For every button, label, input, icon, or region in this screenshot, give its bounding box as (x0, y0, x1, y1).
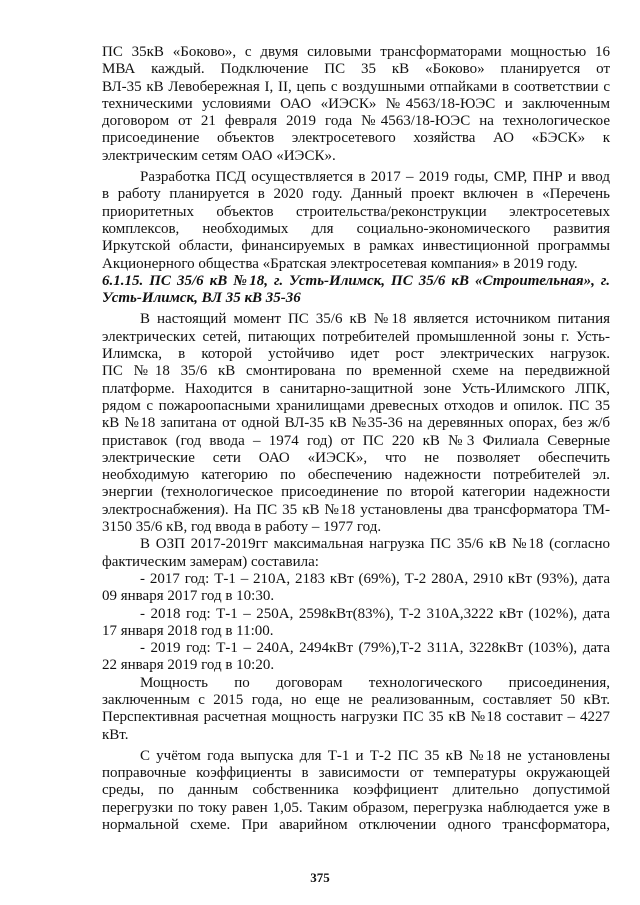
text-line: электрическим сетям ОАО «ИЭСК». (102, 147, 336, 164)
paragraph (102, 675, 610, 744)
text-line: техническими условиями ОАО «ИЭСК» №4563/18-ЮЭС и заключенным (102, 95, 610, 112)
text-line: в работу планируется в 2020 году. Данный проект включен в «Перечень (102, 186, 610, 203)
text-line: - 2017 год: Т-1 – 210А, 2183 кВт (69%), Т-2 280А, 2910 кВт (93%), дата (140, 570, 610, 587)
text-line: Илимска, в которой устойчиво идет рост электрических нагрузок. (102, 346, 610, 363)
text-line: фактическим замерам) составила: (102, 553, 319, 570)
text-line: Иркутской области, финансируемых в рамках инвестиционной программы (102, 238, 610, 255)
text-line: 22 января 2019 год в 10:20. (102, 657, 275, 674)
text-line: перегрузки по току равен 1,05. Таким образом, перегрузка наблюдается уже в (102, 799, 610, 816)
list-item (102, 606, 610, 641)
text-line: среды, по данным собственника коэффициент длительно допустимой (102, 782, 610, 799)
text-line: 09 января 2017 год в 10:30. (102, 588, 275, 605)
text-line: заключенным с 2015 года, но еще не реализованным, составляет 50 кВт. (102, 691, 610, 708)
text-line: комплексов, необходимых для социально-экономического развития (102, 220, 610, 237)
text-line: электрических сетей, питающих потребителей промышленной зоны г. Усть- (102, 328, 610, 345)
text-line: Акционерного общества «Братская электросетевая компания» в 2019 году. (102, 255, 578, 272)
text-line: необходимую категорию по обеспечению надежности потребителей эл. (102, 467, 610, 484)
text-line: ПС 35кВ «Боково», с двумя силовыми трансформаторами мощностью 16 (102, 44, 610, 60)
heading-line: Усть-Илимск, ВЛ 35 кВ 35-36 (102, 290, 301, 307)
list-item (102, 571, 610, 606)
text-line: рядом с пожароопасными хранилищами древесных отходов и опилок. ПС 35 (102, 397, 610, 414)
text-line: С учётом года выпуска для Т-1 и Т-2 ПС 35 кВ №18 не установлены (140, 747, 610, 764)
text-line: электрические сети ОАО «ИЭСК», что не позволяет обеспечить (102, 449, 610, 466)
text-line: договором от 21 февраля 2019 года №4563/18-ЮЭС на технологическое (102, 113, 610, 130)
text-line: МВА каждый. Подключение ПС 35 кВ «Боково» планируется от (102, 61, 610, 78)
paragraph (102, 169, 610, 273)
text-line: энергии (технологическое присоединение по второй категории надежности (102, 484, 610, 501)
heading-line: 6.1.15. ПС 35/6 кВ №18, г. Усть-Илимск, ПС 35/6 кВ «Строительная», г. (102, 272, 610, 289)
text-line: 17 января 2018 год в 11:00. (102, 622, 274, 639)
paragraph (102, 44, 610, 165)
text-line: В настоящий момент ПС 35/6 кВ №18 является источником питания (140, 311, 610, 328)
paragraph (102, 536, 610, 571)
text-line: Перспективная расчетная мощность нагрузки ПС 35 кВ №18 составит – 4227 (102, 709, 610, 726)
list-item (102, 640, 610, 675)
section-heading (102, 273, 610, 308)
text-line: - 2018 год: Т-1 – 250А, 2598кВт(83%), Т-2 310А,3222 кВт (102%), дата (140, 605, 610, 622)
document-page (102, 44, 610, 834)
text-line: приоритетных объектов строительства/реконструкции электросетевых (102, 203, 610, 220)
text-line: ПС №18 35/6 кВ смонтирована по временной схеме на передвижной (102, 363, 610, 380)
text-line: кВт. (102, 726, 129, 743)
text-line: ВЛ-35 кВ Левобережная I, II, цепь с воздушными отпайками в соответствии с (102, 78, 610, 95)
text-line: - 2019 год: Т-1 – 240А, 2494кВт (79%),Т-2 311А, 3228кВт (103%), дата (140, 640, 610, 657)
text-line: нормальной схеме. При аварийном отключении одного трансформатора, (102, 817, 610, 834)
text-line: платформе. Находится в санитарно-защитной зоне Усть-Илимского ЛПК, (102, 380, 610, 397)
text-line: поправочные коэффициенты в зависимости от температуры окружающей (102, 765, 610, 782)
text-line: Разработка ПСД осуществляется в 2017 – 2019 годы, СМР, ПНР и ввод (140, 169, 610, 186)
text-line: присоединение объектов электросетевого хозяйства АО «БЭСК» к (102, 130, 610, 147)
text-line: Мощность по договорам технологического присоединения, (140, 674, 610, 691)
text-line: В ОЗП 2017-2019гг максимальная нагрузка ПС 35/6 кВ №18 (согласно (140, 536, 610, 553)
text-line: кВ №18 запитана от одной ВЛ-35 кВ №35-36 на деревянных опорах, без ж/б (102, 415, 610, 432)
page-number: 375 (310, 870, 330, 885)
paragraph (102, 311, 610, 536)
text-line: приставок (год ввода – 1974 год) от ПС 220 кВ №3 Филиала Северные (102, 432, 610, 449)
text-line: 3150 35/6 кВ, год ввода в работу – 1977 год. (102, 519, 382, 536)
paragraph (102, 748, 610, 834)
text-line: электроснабжения). На ПС 35 кВ №18 установлены два трансформатора ТМ- (102, 501, 610, 518)
